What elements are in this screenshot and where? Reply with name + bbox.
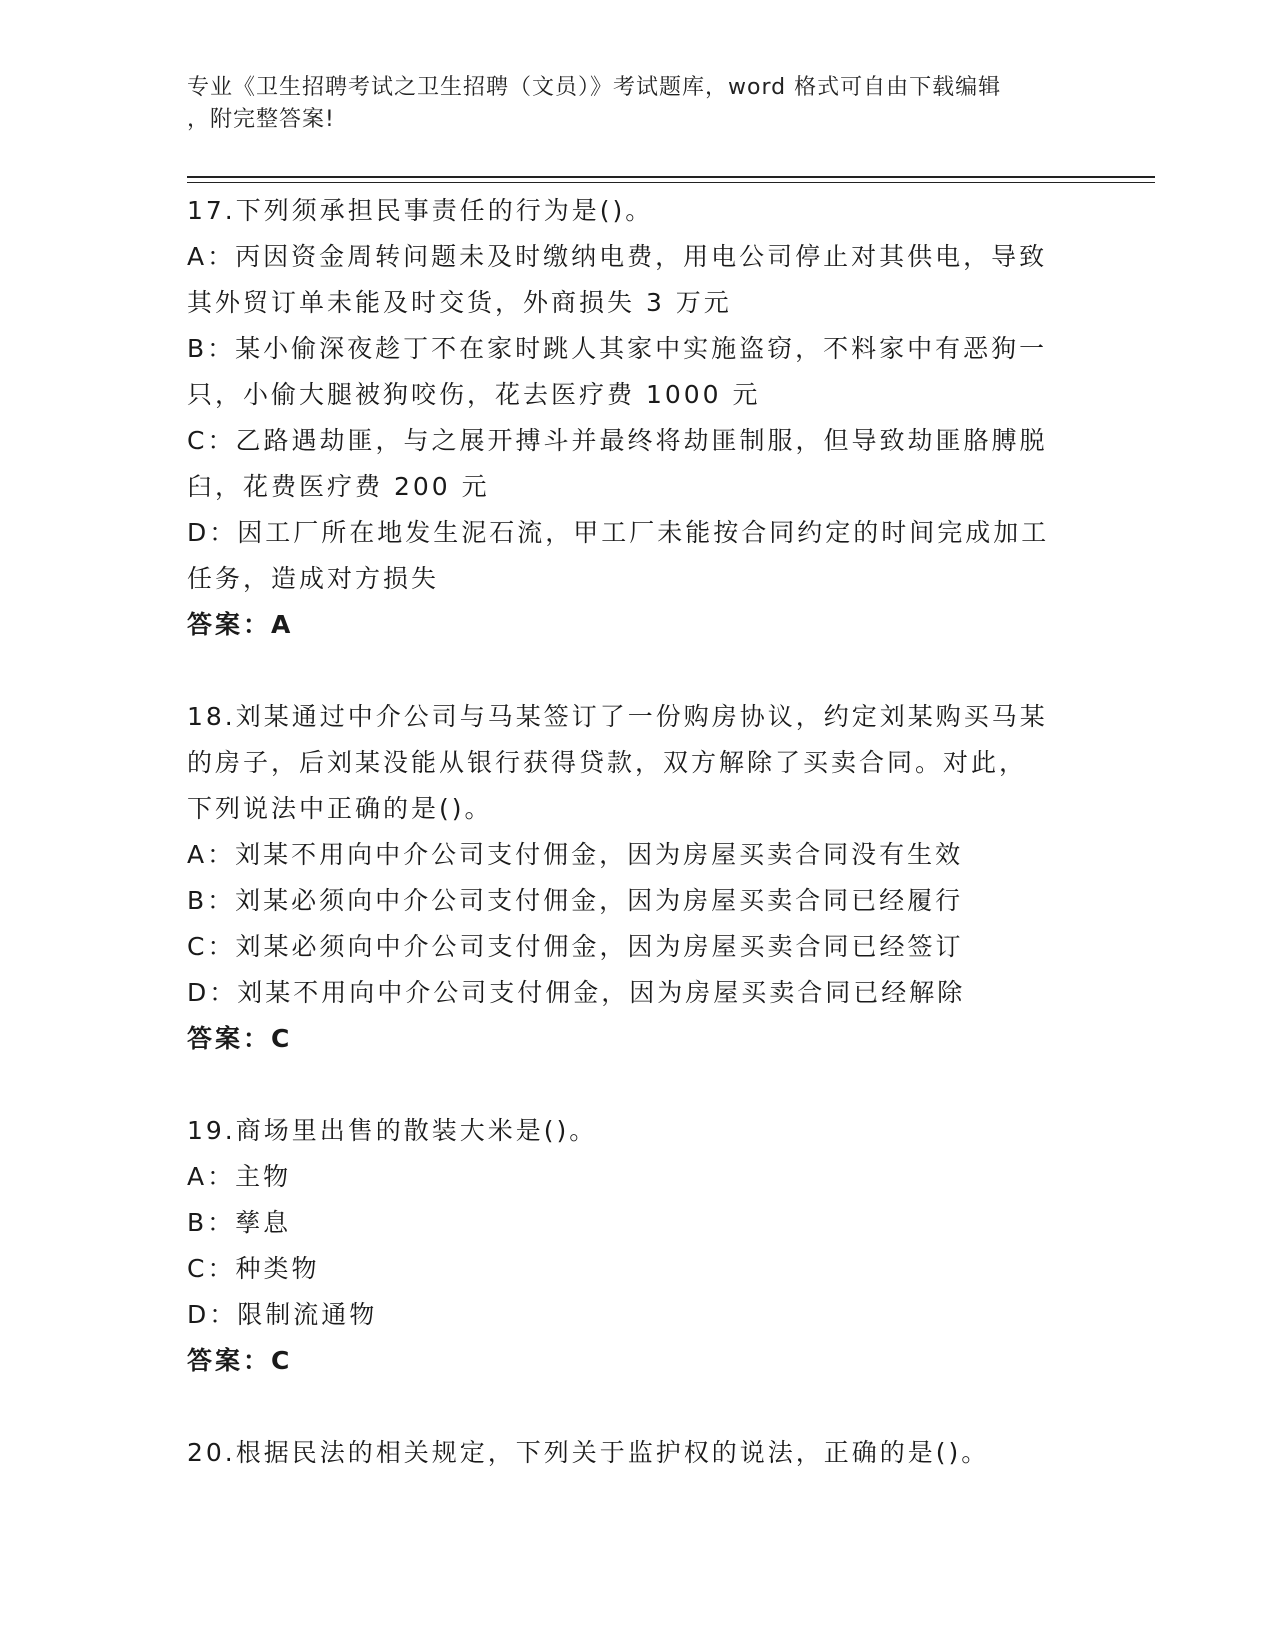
question-stem-line: 19.商场里出售的散装大米是()。 <box>187 1116 598 1145</box>
option-line: B：刘某必须向中介公司支付佣金，因为房屋买卖合同已经履行 <box>187 886 964 915</box>
option-line: D：刘某不用向中介公司支付佣金，因为房屋买卖合同已经解除 <box>187 978 966 1007</box>
option-line: A：刘某不用向中介公司支付佣金，因为房屋买卖合同没有生效 <box>187 840 964 869</box>
option-line: 只，小偷大腿被狗咬伤，花去医疗费 1000 元 <box>187 380 761 409</box>
question-spacer <box>187 648 1087 694</box>
question-list <box>187 188 1087 1476</box>
answer-line: 答案：C <box>187 1024 293 1053</box>
question-spacer <box>187 1062 1087 1108</box>
question-block <box>187 1108 1087 1384</box>
option-line: 任务，造成对方损失 <box>187 564 440 593</box>
question-stem-line: 的房子，后刘某没能从银行获得贷款，双方解除了买卖合同。对此， <box>187 748 1028 777</box>
header-line-2: ，附完整答案! <box>187 107 335 132</box>
question-block <box>187 188 1087 648</box>
option-line: B：孳息 <box>187 1208 292 1237</box>
option-line: A：主物 <box>187 1162 292 1191</box>
option-line: C：刘某必须向中介公司支付佣金，因为房屋买卖合同已经签订 <box>187 932 964 961</box>
question-block <box>187 694 1087 1062</box>
question-block <box>187 1430 1087 1476</box>
option-line: 臼，花费医疗费 200 元 <box>187 472 490 501</box>
option-line: D：限制流通物 <box>187 1300 378 1329</box>
option-line: C：种类物 <box>187 1254 320 1283</box>
option-line: C：乙路遇劫匪，与之展开搏斗并最终将劫匪制服，但导致劫匪胳膊脱 <box>187 426 1048 455</box>
header-rule-thick <box>187 176 1155 178</box>
question-stem-line: 20.根据民法的相关规定，下列关于监护权的说法，正确的是()。 <box>187 1438 990 1467</box>
answer-line: 答案：A <box>187 610 294 639</box>
header-line-1: 专业《卫生招聘考试之卫生招聘（文员）》考试题库，word 格式可自由下载编辑 <box>187 75 1002 100</box>
document-header <box>187 72 1087 136</box>
question-stem-line: 17.下列须承担民事责任的行为是()。 <box>187 196 654 225</box>
option-line: 其外贸订单未能及时交货，外商损失 3 万元 <box>187 288 732 317</box>
header-rule-thin <box>187 182 1155 183</box>
answer-line: 答案：C <box>187 1346 293 1375</box>
question-stem-line: 下列说法中正确的是()。 <box>187 794 493 823</box>
option-line: A：丙因资金周转问题未及时缴纳电费，用电公司停止对其供电，导致 <box>187 242 1048 271</box>
question-stem-line: 18.刘某通过中介公司与马某签订了一份购房协议，约定刘某购买马某 <box>187 702 1048 731</box>
question-spacer <box>187 1384 1087 1430</box>
option-line: B：某小偷深夜趁丁不在家时跳人其家中实施盗窃，不料家中有恶狗一 <box>187 334 1048 363</box>
option-line: D：因工厂所在地发生泥石流，甲工厂未能按合同约定的时间完成加工 <box>187 518 1050 547</box>
